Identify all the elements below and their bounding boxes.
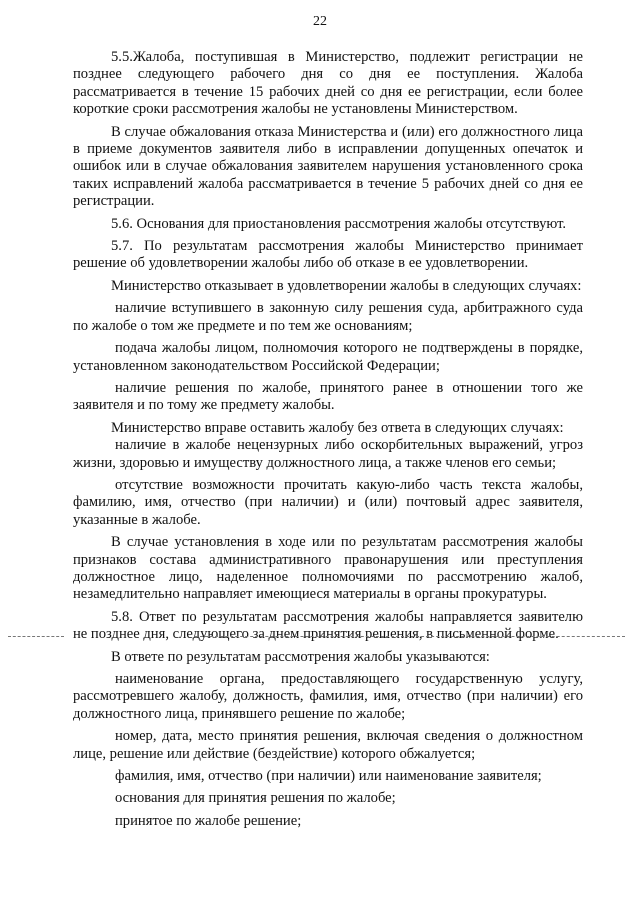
paragraph: принятое по жалобе решение; [115,812,302,829]
document-body [73,49,583,830]
paragraph: 5.7. По результатам рассмотрения жалобы Министерство принимает решение об удовлетворении жалобы либо об отказе в ее удовлетворении. [73,238,583,272]
scan-dashed-line-left [8,636,64,637]
page-number: 22 [313,14,327,29]
paragraph: Министерство отказывает в удовлетворении жалобы в следующих случаях: [111,277,582,294]
paragraph: 5.8. Ответ по результатам рассмотрения жалобы направляется заявителю не позднее дня, следующего за днем принятия решения, в письменной форме. [73,608,583,643]
paragraph: наличие решения по жалобе, принятого ранее в отношении того же заявителя и по тому же предмету жалобы. [73,379,583,414]
paragraph: наличие в жалобе нецензурных либо оскорбительных выражений, угроз жизни, здоровью и имуществу должностного лица, а также членов его семьи; [73,437,583,471]
paragraph: фамилия, имя, отчество (при наличии) или наименование заявителя; [115,768,542,785]
paragraph: подача жалобы лицом, полномочия которого не подтверждены в порядке, установленном законодательством Российской Федерации; [73,340,583,374]
paragraph: Министерство вправе оставить жалобу без ответа в следующих случаях: [111,419,564,436]
paragraph: наименование органа, предоставляющего государственную услугу, рассмотревшего жалобу, должность, фамилия, имя, отчество (при наличии) его должностного лица, принявшего решение по жалобе; [73,671,583,722]
paragraph: 5.6. Основания для приостановления рассмотрения жалобы отсутствуют. [111,215,567,232]
paragraph: номер, дата, место принятия решения, включая сведения о должностном лице, решение или действие (бездействие) которого обжалуется; [73,728,583,762]
paragraph: 5.5.Жалоба, поступившая в Министерство, подлежит регистрации не позднее следующего рабочего дня со дня ее поступления. Жалоба рассматривается в течение 15 рабочих дней со дня ее регистрации, если более короткие сроки рассмотрения жалобы не установлены Министерством. [73,49,583,118]
paragraph: наличие вступившего в законную силу решения суда, арбитражного суда по жалобе о том же предмете и по тем же основаниям; [73,300,583,334]
scan-dashed-line-right [195,636,625,637]
paragraph: В случае установления в ходе или по результатам рассмотрения жалобы признаков состава административного правонарушения или преступления должностное лицо, наделенное полномочиями по рассмотрению жалоб, незамедлительно направляет имеющиеся материалы в органы прокуратуры. [73,534,583,603]
paragraph: В ответе по результатам рассмотрения жалобы указываются: [111,648,490,665]
paragraph: основания для принятия решения по жалобе; [115,790,396,807]
paragraph: отсутствие возможности прочитать какую-либо часть текста жалобы, фамилию, имя, отчество (при наличии) и (или) почтовый адрес заявителя, указанные в жалобе. [73,476,583,528]
paragraph: В случае обжалования отказа Министерства и (или) его должностного лица в приеме документов заявителя либо в исправлении допущенных опечаток и ошибок или в случае обжалования заявителем нарушения установленного срока таких исправлений жалоба рассматривается в течение 5 рабочих дней со дня ее регистрации. [73,123,583,210]
